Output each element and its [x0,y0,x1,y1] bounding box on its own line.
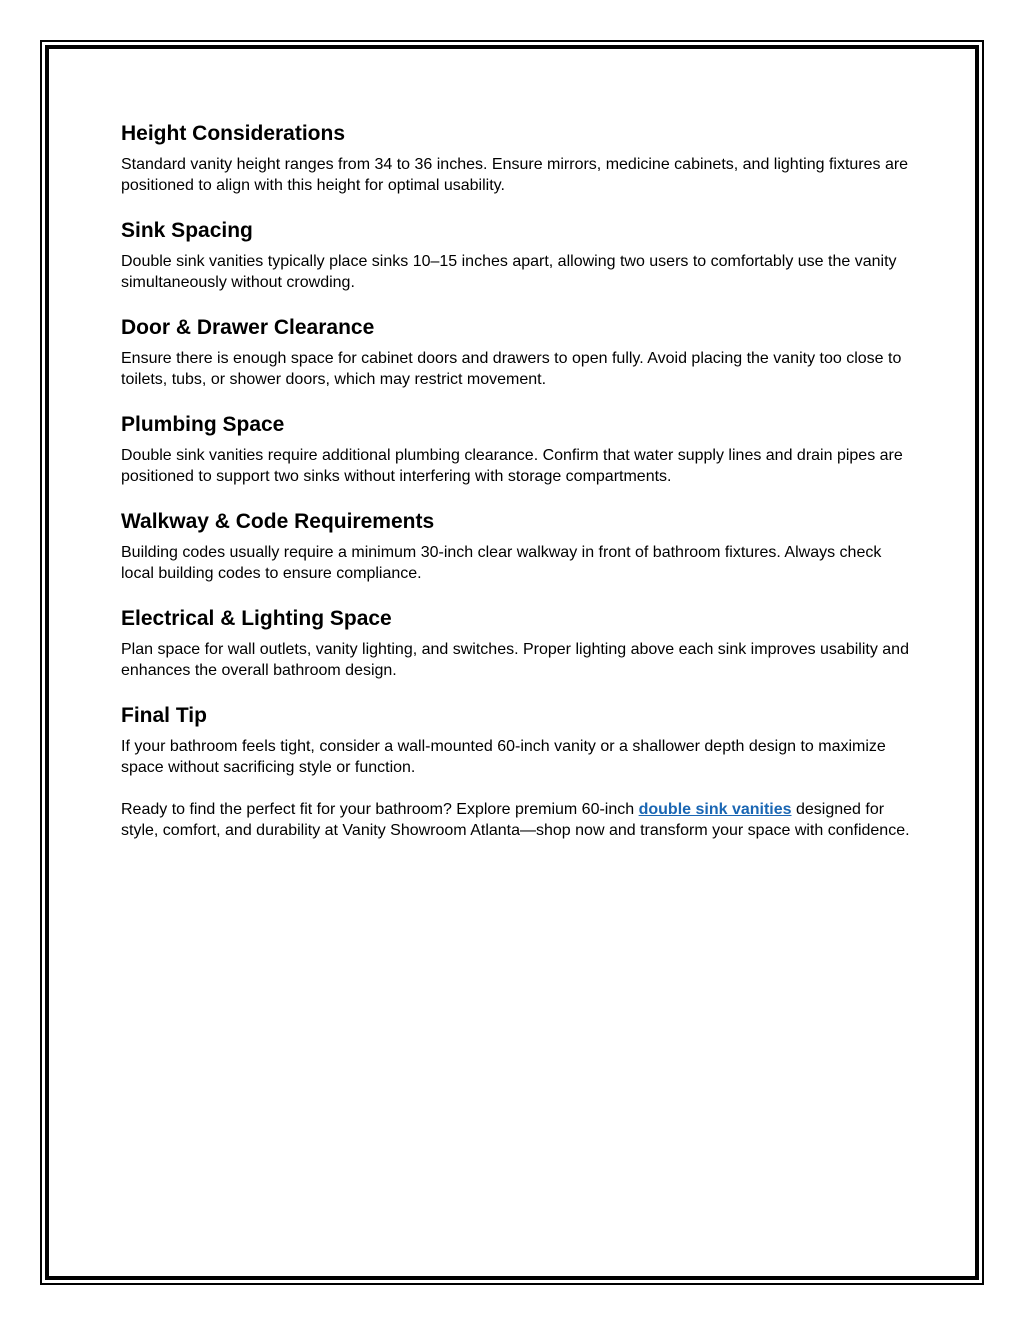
section-heading: Height Considerations [121,122,346,145]
section-sink-spacing [121,217,911,293]
section-heading: Walkway & Code Requirements [121,510,435,533]
section-heading: Door & Drawer Clearance [121,316,375,339]
section-door-drawer-clearance [121,314,911,390]
section-heading: Electrical & Lighting Space [121,607,392,630]
section-body: If your bathroom feels tight, consider a wall-mounted 60-inch vanity or a shallower depth design to maximize space without sacrificing style or function. [121,738,886,776]
section-plumbing-space [121,411,911,487]
section-walkway-code-requirements [121,508,911,584]
section-heading: Sink Spacing [121,219,253,242]
document-content [121,120,911,841]
section-body: Double sink vanities typically place sinks 10–15 inches apart, allowing two users to comfortably use the vanity simultaneously without crowding. [121,253,897,291]
section-heading: Final Tip [121,704,207,727]
section-body: Plan space for wall outlets, vanity lighting, and switches. Proper lighting above each sink improves usability and enhances the overall bathroom design. [121,641,909,679]
section-body: Ensure there is enough space for cabinet doors and drawers to open fully. Avoid placing the vanity too close to toilets, tubs, or shower doors, which may restrict movement. [121,350,902,388]
section-body: Building codes usually require a minimum 30-inch clear walkway in front of bathroom fixtures. Always check local building codes to ensure compliance. [121,544,882,582]
cta-text-before: Ready to find the perfect fit for your bathroom? Explore premium 60-inch [121,801,639,818]
section-body: Double sink vanities require additional plumbing clearance. Confirm that water supply lines and drain pipes are positioned to support two sinks without interfering with storage compartments. [121,447,903,485]
section-height-considerations [121,120,911,196]
section-final-tip [121,702,911,778]
cta-text-after: designed for style, comfort, and durability at Vanity Showroom Atlanta—shop now and transform your space with confidence. [121,801,910,839]
section-heading: Plumbing Space [121,413,285,436]
section-body: Standard vanity height ranges from 34 to 36 inches. Ensure mirrors, medicine cabinets, and lighting fixtures are positioned to align with this height for optimal usability. [121,156,909,194]
call-to-action-paragraph [121,799,911,841]
double-sink-vanities-link[interactable]: double sink vanities [638,801,792,818]
section-electrical-lighting-space [121,605,911,681]
